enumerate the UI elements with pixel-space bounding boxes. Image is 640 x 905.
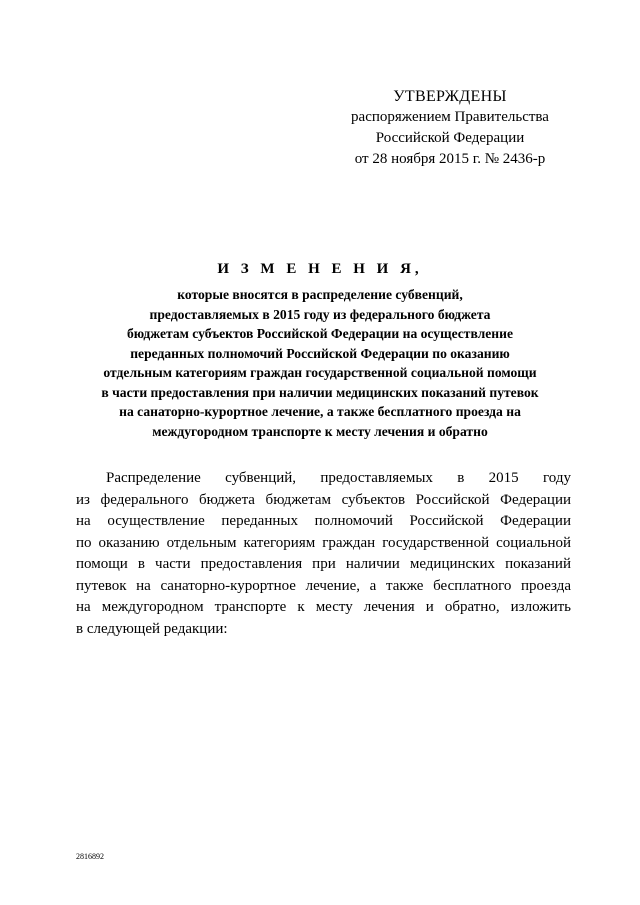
subtitle-line: переданных полномочий Российской Федерации по оказанию	[130, 345, 510, 361]
body-line: Распределение субвенций, предоставляемых в 2015 году	[106, 470, 571, 486]
subtitle-line: бюджетам субъектов Российской Федерации на осуществление	[127, 326, 513, 341]
body-line: на междугородном транспорте к месту лечения и обратно, изложить	[76, 599, 571, 615]
body-line: помощи в части предоставления при наличии медицинских показаний	[76, 556, 571, 572]
subtitle-line: предоставляемых в 2015 году из федерального бюджета	[149, 306, 491, 322]
body-line: на осуществление переданных полномочий Российской Федерации	[76, 513, 571, 529]
body-paragraph	[76, 468, 571, 640]
body-line: в следующей редакции:	[76, 620, 228, 637]
title-heading: И З М Е Н Е Н И Я,	[217, 261, 423, 277]
subtitle-line: которые вносятся в распределение субвенций,	[177, 287, 463, 302]
approval-line-decree: распоряжением Правительства	[351, 109, 549, 125]
subtitle-line: отдельным категориям граждан государственной социальной помощи	[103, 365, 537, 380]
document-title	[60, 258, 580, 441]
approval-line-date: от 28 ноября 2015 г. № 2436-р	[354, 151, 546, 167]
subtitle-line: на санаторно-курортное лечение, а также бесплатного проезда на	[119, 404, 521, 419]
subtitle-line: в части предоставления при наличии медицинских показаний путевок	[101, 384, 539, 400]
approval-stamp	[325, 86, 575, 170]
body-line: по оказанию отдельным категориям граждан государственной социальной	[76, 534, 571, 551]
approval-line-federation: Российской Федерации	[375, 130, 525, 146]
subtitle-line: междугородном транспорте к месту лечения и обратно	[152, 423, 488, 439]
document-code: 2816892	[76, 852, 104, 861]
body-line: путевок на санаторно-курортное лечение, а также бесплатного проезда	[76, 577, 571, 594]
body-line: из федерального бюджета бюджетам субъектов Российской Федерации	[76, 491, 571, 508]
approved-heading: УТВЕРЖДЕНЫ	[393, 88, 507, 105]
